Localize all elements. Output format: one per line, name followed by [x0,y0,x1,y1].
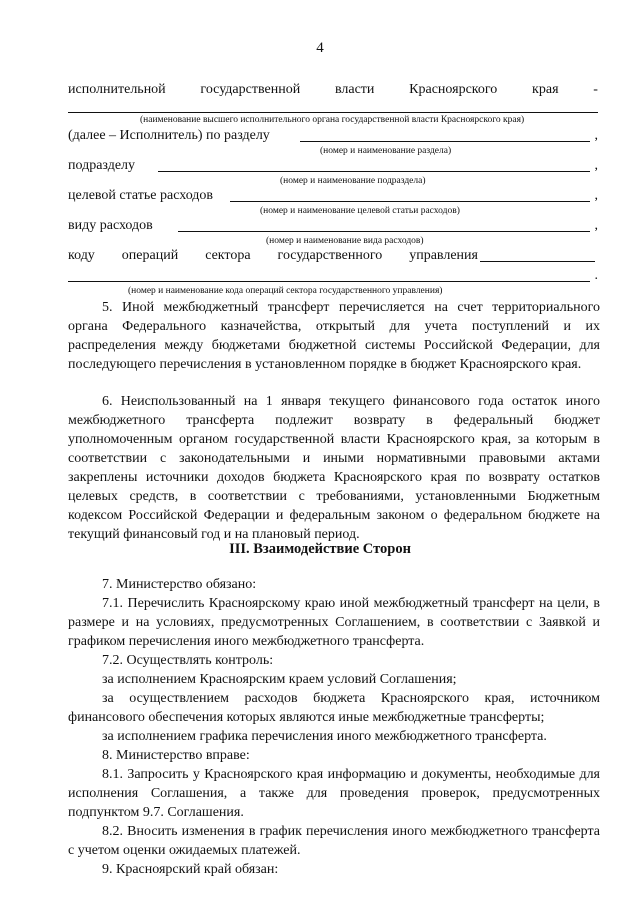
paragraph-7: 7. Министерство обязано: [102,577,257,592]
paragraph-7-2-b: за осуществлением расходов бюджета Красноярского края, источником финансового обеспечения которых являются иные межбюджетные трансферты; [68,691,600,725]
paragraph-7-1: 7.1. Перечислить Красноярскому краю иной межбюджетный трансферт на цели, в размере и на условиях, предусмотренных Соглашением, в соответствии с Заявкой и графиком перечисления иного межбюджетного трансферта. [68,596,600,649]
word: коду [68,248,95,263]
word: исполнительной [68,82,166,97]
executor-body-caption: (наименование высшего исполнительного органа государственной власти Красноярского края) [140,115,525,125]
period: . [594,268,598,283]
target-article-line [68,186,598,206]
target-article-label: целевой статье расходов [68,188,214,203]
comma: , [594,158,598,173]
operation-code-blank [480,261,595,262]
paragraph-7-2-c: за исполнением графика перечисления иного межбюджетного трансферта. [102,729,547,744]
paragraph-8-2: 8.2. Вносить изменения в график перечисления иного межбюджетного трансферта с учетом оценки ожидаемых платежей. [68,824,600,858]
section-line [68,126,598,146]
subsection-blank [158,171,590,172]
operation-code-words [68,246,478,266]
word: управления [409,248,478,263]
word: сектора [205,248,251,263]
expense-type-line [68,216,598,236]
word: операций [121,248,179,263]
expense-type-caption: (номер и наименование вида расходов) [266,236,424,246]
expense-type-blank [178,231,590,232]
target-article-caption: (номер и наименование целевой статьи расходов) [260,206,460,216]
operation-code-line-2 [68,266,598,286]
executor-body-words [68,80,598,100]
word: власти [334,82,375,97]
word: - [593,82,598,97]
operation-code-caption: (номер и наименование кода операций сектора государственного управления) [128,286,443,296]
comma: , [594,218,598,233]
page-number: 4 [316,40,324,56]
target-article-blank [230,201,590,202]
paragraph-8: 8. Министерство вправе: [102,748,250,763]
section-caption: (номер и наименование раздела) [320,146,452,156]
word: края [532,82,559,97]
section-label: (далее – Исполнитель) по разделу [68,128,270,143]
paragraph-6: 6. Неиспользованный на 1 января текущего финансового года остаток иного межбюджетного трансферта подлежит возврату в федеральный бюджет уполномоченным органом государственной власти Красноярского края, за которым в соответствии с законодательными и иными нормативными правовыми актами закреплены источники доходов бюджета Красноярского края по возврату остатков целевых средств, в соответствии с требованиями, установленными Бюджетным кодексом Российской Федерации и федеральным законом о федеральном бюджете на текущий финансовый год и на плановый период. [68,394,600,542]
word: Красноярского [409,82,498,97]
comma: , [594,128,598,143]
subsection-caption: (номер и наименование подраздела) [280,176,426,186]
comma: , [594,188,598,203]
paragraph-8-1: 8.1. Запросить у Красноярского края информацию и документы, необходимые для исполнения Соглашения, а также для проведения проверок, предусмотренных подпунктом 9.7. Соглашения. [68,767,600,820]
executor-body-line [68,80,598,100]
section-blank [300,141,590,142]
paragraph-9: 9. Красноярский край обязан: [102,862,279,877]
section-heading: III. Взаимодействие Сторон [229,541,411,557]
operation-code-line [68,246,598,266]
paragraph-5: 5. Иной межбюджетный трансферт перечисляется на счет территориального органа Федерального казначейства, открытый для учета поступлений и их распределения между бюджетами бюджетной системы Российской Федерации, для последующего перечисления в установленном порядке в бюджет Красноярского края. [68,300,600,372]
operation-code-blank-2 [68,281,590,282]
word: государственного [277,248,383,263]
fill-in-rule [68,112,598,113]
word: государственной [200,82,301,97]
paragraph-7-2: 7.2. Осуществлять контроль: [102,653,274,668]
subsection-label: подразделу [68,158,136,173]
paragraph-7-2-a: за исполнением Красноярским краем условий Соглашения; [102,672,457,687]
subsection-line [68,156,598,176]
expense-type-label: виду расходов [68,218,153,233]
